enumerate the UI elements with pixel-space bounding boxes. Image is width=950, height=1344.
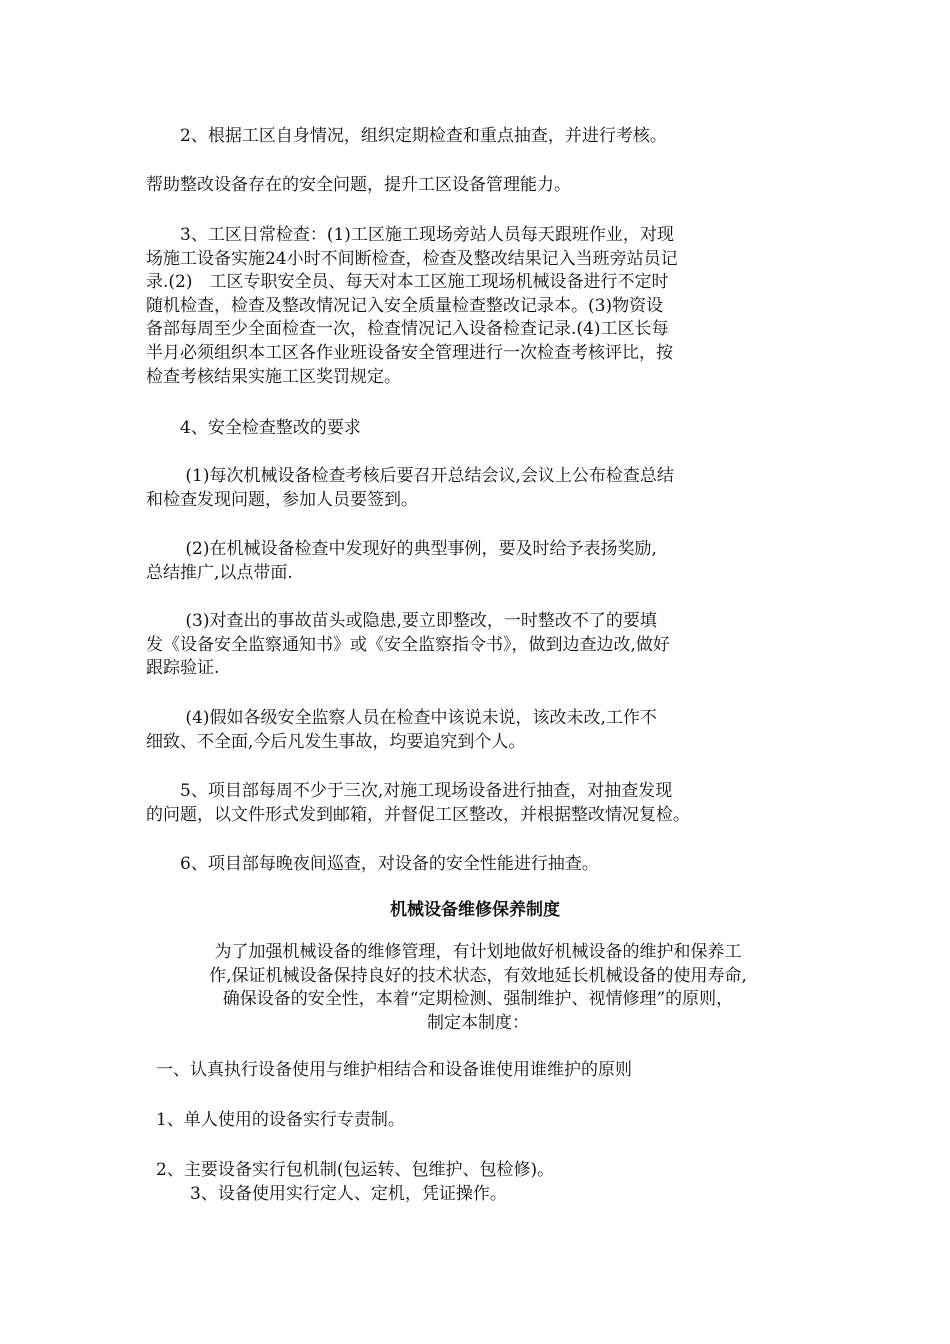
text-line: 录.(2) 工区专职安全员、每天对本工区施工现场机械设备进行不定时 <box>146 272 669 293</box>
text-line: 备部每周至少全面检查一次，检查情况记入设备检查记录.(4)工区长每 <box>146 319 669 340</box>
text-line: 总结推广,以点带面. <box>146 562 293 583</box>
text-line: 细致、不全面,今后凡发生事故，均要追究到个人。 <box>146 731 526 752</box>
text-line: 和检查发现问题，参加人员要签到。 <box>146 489 418 510</box>
section-heading: 机械设备维修保养制度 <box>390 900 560 920</box>
paragraph-weekly-spot-check <box>146 780 806 827</box>
paragraph-rectify-requirements <box>146 417 806 441</box>
paragraph-daily-inspection <box>146 224 806 389</box>
paragraph-accountability <box>146 707 806 754</box>
paragraph-intro <box>140 941 816 1035</box>
text-line: 的问题，以文件形式发到邮箱，并督促工区整改，并根据整改情况复检。 <box>146 804 690 825</box>
text-line: (3)对查出的事故苗头或隐患,要立即整改，一时整改不了的要填 <box>146 611 657 631</box>
text-line: 一、认真执行设备使用与维护相结合和设备谁使用谁维护的原则 <box>156 1060 632 1080</box>
text-line: 4、安全检查整改的要求 <box>146 418 361 438</box>
text-line: 作,保证机械设备保持良好的技术状态，有效地延长机械设备的使用寿命, <box>209 965 747 986</box>
text-line: 发《设备安全监察通知书》或《安全监察指令书》，做到边查边改,做好 <box>146 634 670 655</box>
text-line: 3、设备使用实行定人、定机，凭证操作。 <box>156 1183 507 1204</box>
text-line: 帮助整改设备存在的安全问题，提升工区设备管理能力。 <box>146 175 571 195</box>
paragraph-principle <box>156 1059 816 1083</box>
text-line: 3、工区日常检查：(1)工区施工现场旁站人员每天跟班作业，对现 <box>146 225 674 245</box>
paragraph-good-examples <box>146 538 806 585</box>
text-line: 2、根据工区自身情况，组织定期检查和重点抽查，并进行考核。 <box>146 126 667 146</box>
text-line: 2、主要设备实行包机制(包运转、包维护、包检修)。 <box>156 1160 555 1180</box>
paragraph-single-user <box>156 1109 816 1133</box>
text-line: (4)假如各级安全监察人员在检查中该说未说，该改未改,工作不 <box>146 708 657 728</box>
text-line: 场施工设备实施24小时不间断检查，检查及整改结果记入当班旁站员记 <box>146 248 678 269</box>
text-line: 半月必须组织本工区各作业班设备安全管理进行一次检查考核评比，按 <box>146 342 673 363</box>
text-line: 为了加强机械设备的维修管理，有计划地做好机械设备的维护和保养工 <box>214 942 742 962</box>
text-line: (2)在机械设备检查中发现好的典型事例，要及时给予表扬奖励, <box>146 539 657 559</box>
text-line: 检查考核结果实施工区奖罚规定。 <box>146 366 401 387</box>
text-line: 6、项目部每晚夜间巡查，对设备的安全性能进行抽查。 <box>146 854 599 874</box>
paragraph-summary-meeting <box>146 465 806 512</box>
text-line: 跟踪验证. <box>146 658 220 679</box>
text-line: 随机检查，检查及整改情况记入安全质量检查整改记录本。(3)物资设 <box>146 295 664 316</box>
paragraph-help-rectify <box>146 174 806 198</box>
text-line: 制定本制度： <box>427 1012 529 1033</box>
paragraph-night-patrol <box>146 853 806 877</box>
text-line: 确保设备的安全性，本着“定期检测、强制维护、视情修理”的原则， <box>222 989 734 1010</box>
text-line: 1、单人使用的设备实行专责制。 <box>156 1110 405 1130</box>
text-line: (1)每次机械设备检查考核后要召开总结会议,会议上公布检查总结 <box>146 466 674 486</box>
paragraph-hazard-rectify <box>146 610 806 681</box>
text-line: 5、项目部每周不少于三次,对施工现场设备进行抽查，对抽查发现 <box>146 781 673 801</box>
paragraph-package-system <box>156 1159 816 1206</box>
paragraph-regular-inspection <box>146 125 806 149</box>
